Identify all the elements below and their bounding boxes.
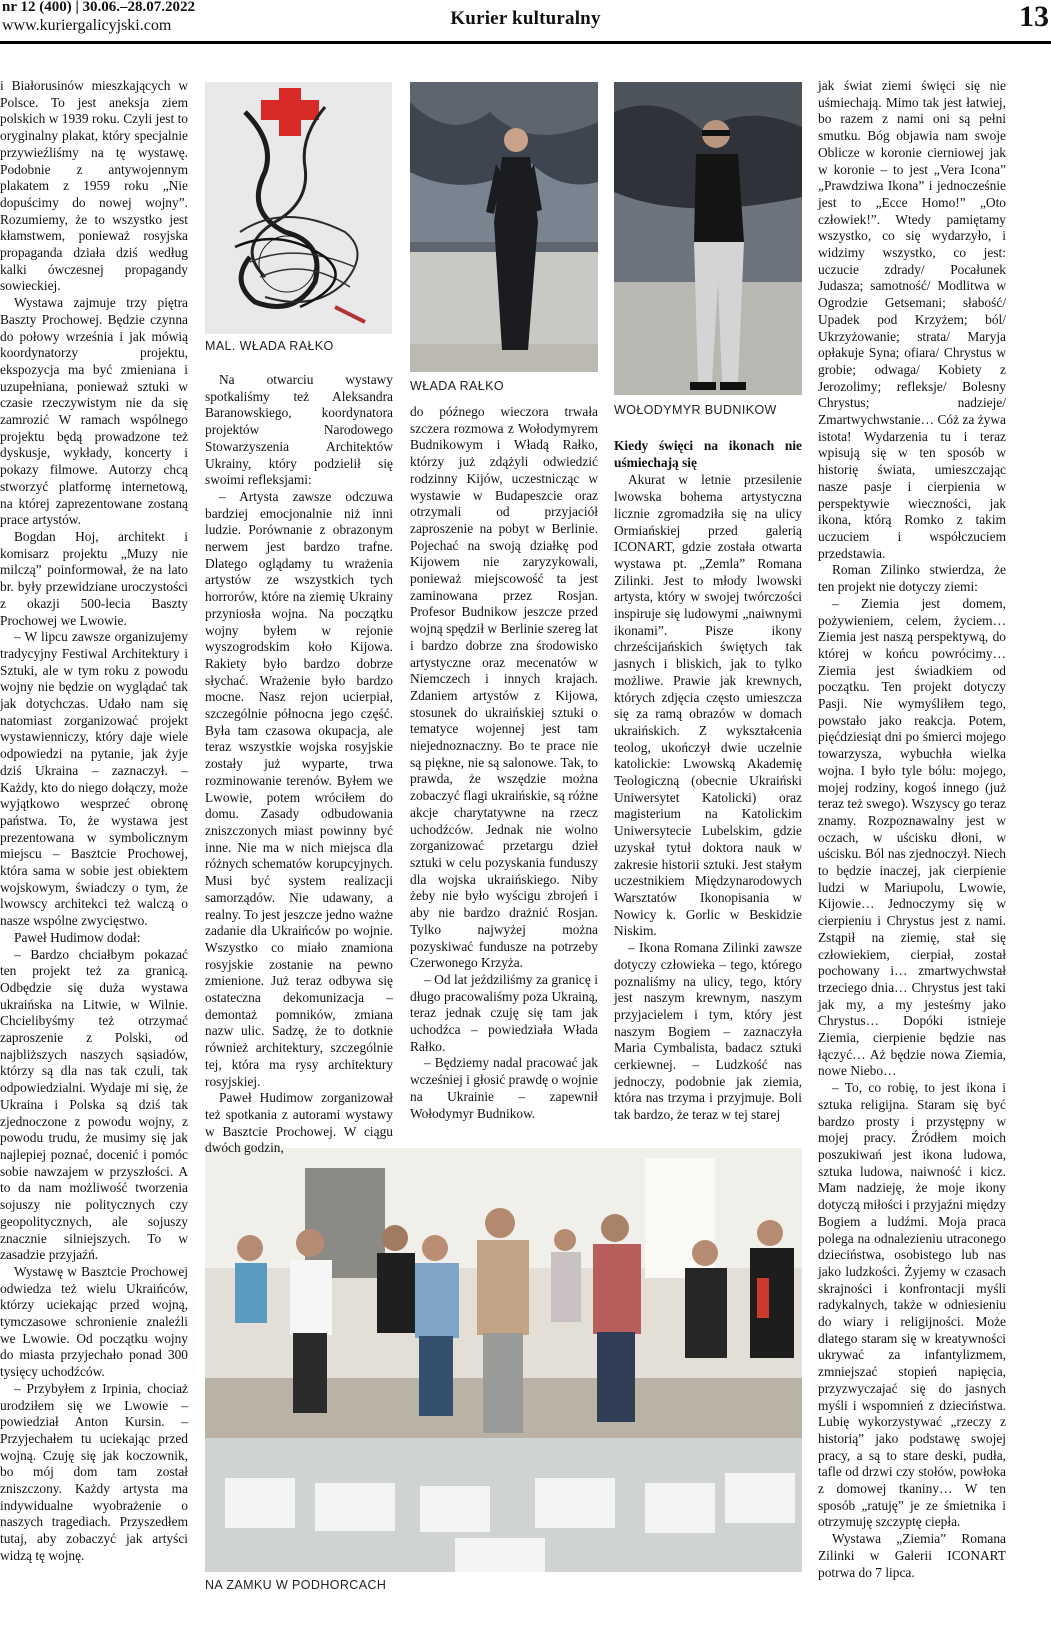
paragraph: do późnego wieczora trwała szczera rozmowa z Wołodymyrem Budnikowym i Władą Rałko, którzy już zdążyli odwiedzić rodzinny Kijów, uczestnicząc w wystawie w Budapeszcie oraz otrzymali od przyjaciół zaproszenie na pobyt w Berlinie. Pojechać na swoją działkę pod Kijowem nie zaryzykowali, ponieważ miejscowość ta jest zaminowana przez Rosjan. Profesor Budnikow jeszcze przed wojną spędził w Berlinie szereg lat i bardzo dobrze zna środowisko artystyczne oraz mecenatów w Niemczech i innych krajach. Zdaniem artystów z Kijowa, stosunek do ukraińskiej sztuki o tematyce wojennej jest tam niejednoznaczny. Bo te prace nie są piękne, nie są salonowe. Tak, to prawda, że wszędzie można zobaczyć flagi ukraińskie, są różne akcje charytatywne na rzecz uchodźców. Jednak nie wolno zorganizować przetargu dzieł sztuki w celu pozyskania funduszy dla wojska ukraińskiego. Niby żeby nie było wyścigu zbrojeń i aby nie bardzo drażnić Rosjan. Tylko najwyżej można pozyskiwać fundusze na potrzeby Czerwonego Krzyża. (410, 404, 598, 971)
paragraph: Na otwarciu wystawy spotkaliśmy też Aleksandra Baranowskiego, koordynatora projektów Narodowego Stowarzyszenia Architektów Ukrainy, który podzielił się swoimi refleksjami: (205, 372, 393, 488)
painting-photo (205, 82, 392, 334)
article-column-4 (614, 436, 802, 1124)
website-link[interactable]: www.kuriergalicyjski.com (2, 17, 172, 34)
caption-castle: NA ZAMKU W PODHORCACH (205, 1578, 387, 1592)
article-column-1 (0, 78, 188, 1565)
wlada-ralko-photo (410, 82, 598, 372)
article-column-5 (818, 78, 1006, 1581)
paragraph: Wystawa zajmuje trzy piętra Baszty Prochowej. Będzie czynna do połowy września i jak mówią koordynatorzy projektu, ekspozycja ma być zmieniana i uzupełniana, ponieważ sztuki w czasie rzeczywistym nie da się zamrozić W ramach wspólnego projektu będą prowadzone też dyskusje, wykłady, koncerty i pokazy filmowe. Autorzy chcą stworzyć platformę internetową, na której zaprezentowane zostaną prace artystów. (0, 295, 188, 528)
caption-wolodymyr-budnikow: WOŁODYMYR BUDNIKOW (614, 403, 777, 417)
paragraph: Bogdan Hoj, architekt i komisarz projektu „Muzy nie milczą” poinformował, że na lato br. były przewidziane uroczystości z okazji 500-lecia Baszty Prochowej we Lwowie. (0, 528, 188, 628)
paragraph: – Bardzo chciałbym pokazać ten projekt też za granicą. Odbędzie się duża wystawa ukraińska na Litwie, w Wilnie. Chcielibyśmy też otrzymać zaproszenie z Polski, od najbliższych naszych sąsiadów, którzy są dla nas tak czuli, tak odpowiedzialni. Wydaje mi się, że Ukraina i Polska są dziś tak zjednoczone z powodu wojny, z powodu trudu, że musimy się jak najlepiej poznać, docenić i pomóc sobie nawzajem w przyszłości. A to da nam możliwość tworzenia sojuszy nie politycznych czy geopolitycznych, ale sojuszy znacznie silniejszych. To w zasadzie przyjaźń. (0, 946, 188, 1263)
paragraph: Roman Zilinko stwierdza, że ten projekt nie dotyczy ziemi: (818, 562, 1006, 595)
paragraph: – Ikona Romana Zilinki zawsze dotyczy człowieka – tego, którego poznaliśmy na ulicy, tego, który jest naszym krewnym, naszym przyjacielem i tym, który jest naszym Bogiem – zaznaczyła Maria Cymbalista, badacz sztuki cerkiewnej. – Ludzkość nas jednoczy, podobnie jak ziemia, która nas trzyma i przyjmuje. Boli tak bardzo, że teraz w tej starej (614, 940, 802, 1123)
page-number: 13 (1019, 0, 1049, 33)
paragraph: Wystawę w Basztcie Prochowej odwiedza też wielu Ukraińców, którzy uciekając przed wojną, tymczasowe schronienie znaleźli we Lwowie. Od początku wojny do miasta przyjechało ponad 300 tysięcy uchodźców. (0, 1263, 188, 1380)
article-column-2 (205, 372, 393, 1157)
castle-exhibition-photo (205, 1148, 802, 1572)
paragraph: Akurat w letnie przesilenie lwowska bohema artystyczna licznie zgromadziła się na ulicy Ormiańskiej przed galerią ICONART, gdzie została otwarta wystawa pt. „Zemla” Romana Zilinki. Jest to młody lwowski artysta, który w swojej twórczości inspiruje się ludowymi „naiwnymi ikonami”. Pisze ikony chrześcijańskich świętych tak jasnych i bliskich, jak to tylko możliwe. Prawie jak krewnych, których zdjęcia często umieszcza się za ramą obrazów w domach ukraińskich. Z wykształcenia teolog, ukończył dwie uczelnie katolickie: Lwowską Akademię Teologiczną (obecnie Ukraiński Uniwersytet Katolicki) oraz magisterium na Katolickim Uniwersytecie Lubelskim, gdzie uzyskał tytuł doktora nauk w zakresie historii sztuki. Jest stałym uczestnikiem Międzynarodowych Warsztatów Ikonopisania w Nowicy k. Gorlic w Beskidzie Niskim. (614, 472, 802, 939)
article-subheading: Kiedy święci na ikonach nie uśmiechają się (614, 438, 802, 470)
header-rule (0, 41, 1051, 44)
section-title: Kurier kulturalny (450, 8, 601, 29)
paragraph: Paweł Hudimow dodał: (14, 929, 141, 945)
page-header (0, 0, 1051, 46)
paragraph: Paweł Hudimow zorganizował też spotkania z autorami wystawy w Basztcie Prochowej. W ciągu dwóch godzin, (205, 1090, 393, 1156)
article-column-3 (410, 404, 598, 1122)
paragraph: – Przybyłem z Irpinia, chociaż urodziłem się we Lwowie – powiedział Anton Kursin. – Przyjechałem tu uciekając przed wojną. Czuję się jak koczownik, bo mój dom tam został zniszczony. Każdy artysta ma indywidualne wyobrażenie o naszych tragediach. Przyszedłem tutaj, aby zobaczyć jak artyści widzą tę wojnę. (0, 1380, 188, 1563)
wolodymyr-budnikow-photo (614, 82, 802, 395)
paragraph: – Ziemia jest domem, pożywieniem, celem, życiem… Ziemia jest naszą perspektywą, do której w końcu powrócimy… Ziemia jest świadkiem od początku. Ten projekt dotyczy Pasji. Nie wymyśliłem tego, powstało jako reakcja. Potem, pięćdziesiąt dni po śmierci mojego towarzysza, wybuchła wielka wojna. I było tyle bólu: mojego, mojej rodziny, kogoś innego (już teraz też swego). Wszyscy go teraz znamy. Rozpoznawalny jest w oczach, w uścisku dłoni, w uścisku. Ból nas zjednoczył. Niech to będzie inaczej, jak cierpienie ludzi w Mariupolu, Lwowie, Kijowie… Jednoczymy się w cierpieniu i Chrystus jest z nami. Zstąpił na ziemię, stał się człowiekiem, cierpiał, został pochowany i… zmartwychwstał trzeciego dnia… Chrystus jest taki jak my, a my jesteśmy jako Chrystus… Dopóki istnieje Ziemia, cierpienie będzie nas łączyć… Aż będzie nowa Ziemia, nowe Niebo… (818, 595, 1006, 1079)
caption-painting: MAL. WŁADA RAŁKO (205, 339, 334, 353)
paragraph: i Białorusinów mieszkających w Polsce. To jest aneksja ziem polskich w 1939 roku. Czyli jest to oryginalny plakat, który specjalnie przywieźliśmy na tę wystawę. Podobnie z antywojennym plakatem z 1959 roku „Nie dopuścimy do nowej wojny”. Rozumiemy, że to wszystko jest kłamstwem, ponieważ rosyjska propaganda działa dziś według kalki ówczesnej propagandy sowieckiej. (0, 78, 188, 294)
paragraph: jak świat ziemi święci się nie uśmiechają. Mimo tak jest łatwiej, bo razem z nami oni są pełni smutku. Bóg objawia nam swoje Oblicze w koronie cierniowej jak w koronie – to jest „Vera Icona” „Prawdziwa Ikona” i jednocześnie jest to „Ecce Homo!” „Oto człowiek!”. Wtedy pamiętamy wszystko, co się wydarzyło, i widzimy wszystko, co jest: uczucie zdrady/ Pocałunek Judasza; samotność/ Modlitwa w Ogrodzie Getsemani; słabość/ Upadek pod Krzyżem; ból/ Ukrzyżowanie; strata/ Maryja opłakuje Syna; ofiara/ Chrystus w grobie; odwaga/ Kobiety z Jerozolimy; refleksje/ Bolesny Chrystus; nadzieje/ Zmartwychwstanie… Cóż za żywa istota! Wydarzenia tu i teraz wpisują się w ten sposób w historię świata, umieszczając nasze pasje i cierpienia w perspektywie wieczności, jak ikona, którą Romko z takim uczuciem i współczuciem przedstawia. (818, 78, 1006, 561)
paragraph: – Będziemy nadal pracować jak wcześniej i głosić prawdę o wojnie na Ukrainie – zapewnił Wołodymyr Budnikow. (410, 1055, 598, 1121)
paragraph: – Artysta zawsze odczuwa bardziej emocjonalnie niż inni ludzie. Porównanie z obrazonym nerwem jest bardzo trafne. Dlatego oglądamy tu wrażenia artystów ze wszystkich tych horrorów, które na ziemię Ukrainy przyniosła wojna. Na początku wojny byłem w rejonie wyszogrodskim koło Kijowa. Rakiety było bardzo dobrze słychać. Wrażenie było bardzo mocne. Nasz rejon ucierpiał, szczególnie północna jego część. Była tam czasowa okupacja, ale teraz wszystkie wojska rosyjskie zostały już wyparte, trwa rozminowanie terenów. Byłem we Lwowie, potem wróciłem do domu. Zasady odbudowania zniszczonych miast powinny być inne. Nie ma w nich miejsca dla różnych schematów korupcyjnych. Musi być system realizacji samorządów. Nie udawany, a realny. To jest jeszcze jedno ważne zadanie dla Ukraińców po wojnie. Wszystko co miało znamiona rosyjskie zostanie na pewno zmienione. Już teraz odbywa się ostateczna dekomunizacja – demontaż pomników, zmiana nazw ulic. Sadzę, że to dotknie również architektury, szczególnie tej, która ma rysy architektury rosyjskiej. (205, 488, 393, 1089)
issue-info: nr 12 (400) | 30.06.–28.07.2022 (2, 0, 196, 15)
paragraph: Wystawa „Ziemia” Romana Zilinki w Galerii ICONART potrwa do 7 lipca. (818, 1531, 1006, 1580)
caption-wlada-ralko: WŁADA RAŁKO (410, 379, 505, 393)
paragraph: – W lipcu zawsze organizujemy tradycyjny Festiwal Architektury i Sztuki, ale w tym roku z powodu wojny nie będzie on wyglądać tak jak dotychczas. Udało nam się natomiast zorganizować projekt wystawienniczy, który daje wiele odpowiedzi na pytanie, jak żyje dziś Ukraina – zaznaczył. – Każdy, kto do niego dołączy, może wyjątkowo wesprzeć obronę państwa. To, że wystawa jest prezentowana w symbolicznym miejscu – Basztcie Prochowej, która sama w sobie jest obiektem wojskowym, świadczy o tym, że lwowscy architekci też walczą o nasze wspólne zwycięstwo. (0, 629, 188, 929)
paragraph: – Od lat jeździliśmy za granicę i długo pracowaliśmy poza Ukrainą, teraz jednak czuję się tam jak uchodźca – powiedziała Włada Rałko. (410, 971, 598, 1054)
paragraph: – To, co robię, to jest ikona i sztuka religijna. Staram się być bardzo prosty i przystępny w mojej pracy. Źródłem moich poszukiwań jest ikona ludowa, sztuka ludowa, naiwność i kicz. Mam nadzieję, że moje ikony dotyczą miłości i przyjaźni między Bogiem a ludźmi. Moja praca polega na odnalezieniu utraconego dzieciństwa, osobistego lub nas jako ludzkości. Żyjemy w czasach skrajności i konfrontacji myśli radykalnych, także w odniesieniu do wiary i religijności. Może dlatego staram się w kreatywności ukrywać za infantylizmem, zmniejszać stopień napięcia, przyzwyczajać się do jasnych myśli i wspomnień z dzieciństwa. Lubię wykorzystywać „rzeczy z historią” jako podstawę swojej pracy, a są to stare deski, pudła, tafle od drzwi czy stołów, powłoka z domowej tkaniny… W ten sposób „ratuję” je ze śmietnika i otrzymuję szczyptę ciepła. (818, 1080, 1006, 1530)
